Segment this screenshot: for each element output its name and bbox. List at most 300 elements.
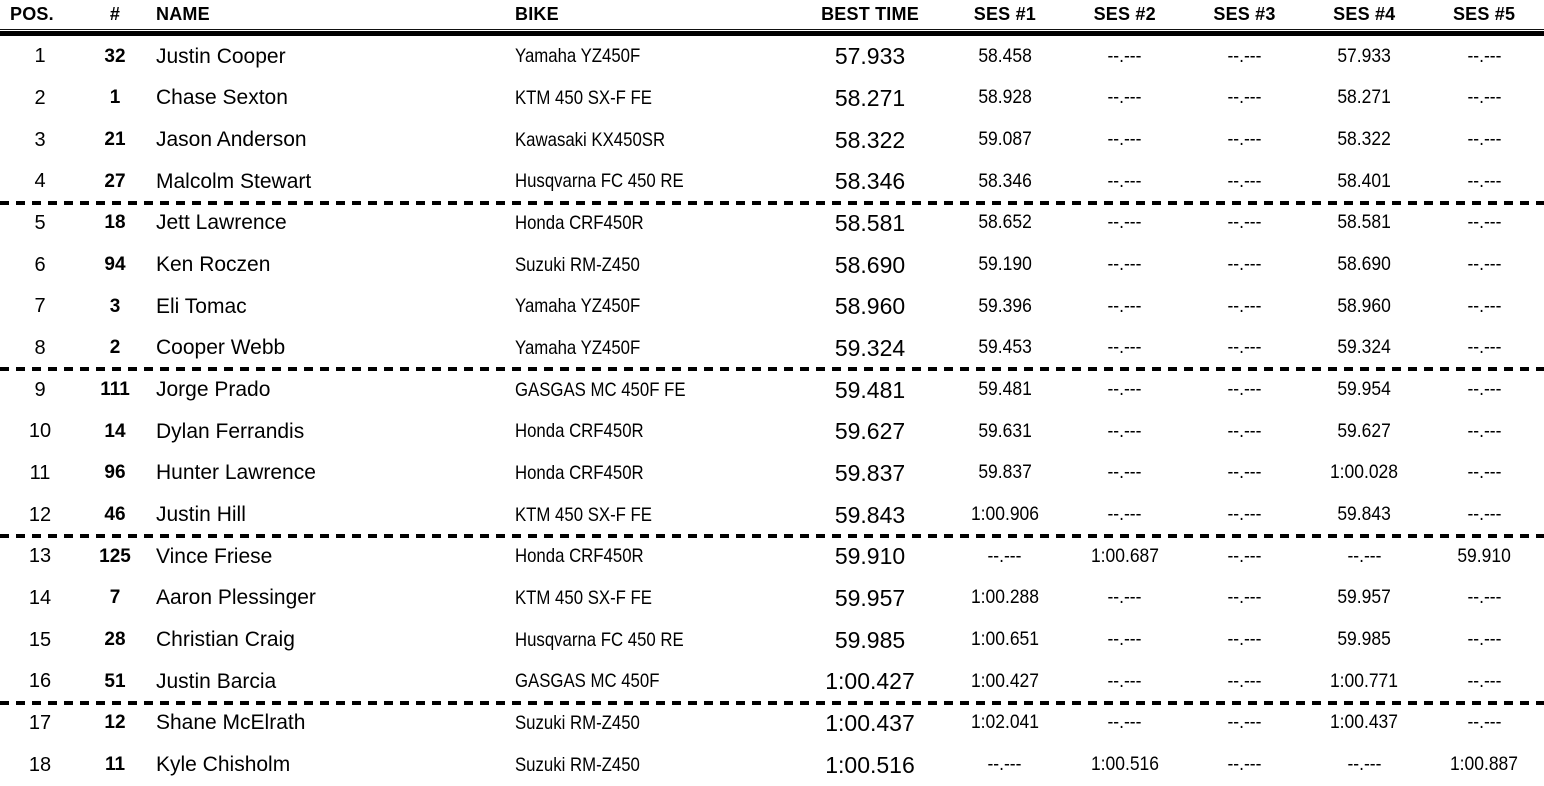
session-3-time-cell bbox=[1185, 712, 1305, 734]
session-5-time-cell bbox=[1424, 46, 1544, 68]
session-time: --.--- bbox=[1107, 712, 1142, 734]
rider-number-cell: 1 bbox=[109, 87, 121, 109]
position-cell: 15 bbox=[28, 628, 52, 651]
session-3-time-cell bbox=[1185, 171, 1305, 193]
rider-name-cell: Cooper Webb bbox=[156, 336, 286, 360]
session-5-time-cell bbox=[1424, 254, 1544, 276]
session-5-time-cell bbox=[1424, 629, 1544, 651]
session-2-time-cell bbox=[1065, 171, 1185, 193]
bike-label: Honda CRF450R bbox=[515, 545, 644, 568]
session-time: 59.957 bbox=[1337, 587, 1392, 609]
session-time: --.--- bbox=[1227, 337, 1262, 359]
session-time: 59.324 bbox=[1337, 337, 1392, 359]
session-2-time-cell bbox=[1065, 296, 1185, 318]
bike-cell bbox=[510, 754, 795, 777]
rider-number-cell: 21 bbox=[104, 129, 126, 151]
bike-label: Honda CRF450R bbox=[515, 420, 644, 443]
session-time: 1:00.437 bbox=[1330, 712, 1399, 734]
session-1-time-cell bbox=[945, 754, 1065, 776]
session-3-time-cell bbox=[1185, 87, 1305, 109]
session-1-time-cell bbox=[945, 129, 1065, 151]
session-time: --.--- bbox=[1467, 629, 1502, 651]
rider-name-cell: Justin Barcia bbox=[156, 669, 277, 693]
session-time: --.--- bbox=[1467, 337, 1502, 359]
session-time: --.--- bbox=[1107, 295, 1142, 317]
best-time-cell: 59.481 bbox=[834, 376, 906, 403]
session-2-time-cell bbox=[1065, 462, 1185, 484]
session-2-time-cell bbox=[1065, 87, 1185, 109]
session-4-time-cell bbox=[1304, 296, 1424, 318]
best-time-cell: 58.690 bbox=[834, 251, 906, 278]
table-row bbox=[0, 578, 1544, 620]
best-time-cell: 59.627 bbox=[834, 418, 906, 445]
session-3-time-cell bbox=[1185, 254, 1305, 276]
session-time: --.--- bbox=[1227, 170, 1262, 192]
session-2-time-cell bbox=[1065, 254, 1185, 276]
session-time: 59.910 bbox=[1457, 545, 1511, 567]
bike-label: Honda CRF450R bbox=[515, 461, 644, 484]
bike-cell bbox=[510, 629, 795, 652]
best-time-cell: 59.985 bbox=[834, 626, 906, 653]
session-2-time-cell bbox=[1065, 629, 1185, 651]
session-5-time-cell bbox=[1424, 421, 1544, 443]
best-time-cell: 1:00.516 bbox=[825, 751, 915, 778]
session-time: 1:00.427 bbox=[970, 670, 1039, 692]
session-time: 59.631 bbox=[978, 420, 1032, 442]
best-time-cell: 59.910 bbox=[834, 543, 906, 570]
bike-label: Honda CRF450R bbox=[515, 211, 644, 234]
session-time: --.--- bbox=[1227, 295, 1262, 317]
session-time: --.--- bbox=[1467, 587, 1502, 609]
session-5-time-cell bbox=[1424, 296, 1544, 318]
best-time-cell: 57.933 bbox=[834, 43, 906, 70]
session-time: --.--- bbox=[1467, 712, 1502, 734]
session-time: 59.837 bbox=[978, 462, 1032, 484]
position-cell: 5 bbox=[34, 211, 46, 234]
position-cell: 10 bbox=[28, 420, 52, 443]
session-time: --.--- bbox=[1227, 587, 1262, 609]
session-time: --.--- bbox=[1467, 670, 1502, 692]
session-time: 59.954 bbox=[1337, 379, 1392, 401]
session-time: 58.458 bbox=[978, 45, 1032, 67]
session-3-time-cell bbox=[1185, 379, 1305, 401]
session-time: --.--- bbox=[1227, 712, 1262, 734]
position-cell: 18 bbox=[28, 753, 52, 776]
session-1-time-cell bbox=[945, 254, 1065, 276]
session-1-time-cell bbox=[945, 546, 1065, 568]
bike-cell bbox=[510, 254, 795, 277]
session-1-time-cell bbox=[945, 379, 1065, 401]
bike-label: KTM 450 SX-F FE bbox=[515, 86, 652, 109]
position-cell: 12 bbox=[28, 503, 52, 526]
session-time: 1:00.516 bbox=[1090, 754, 1159, 776]
session-time: --.--- bbox=[1107, 420, 1142, 442]
session-time: --.--- bbox=[1227, 629, 1262, 651]
session-5-time-cell bbox=[1424, 171, 1544, 193]
session-3-time-cell bbox=[1185, 296, 1305, 318]
rider-number-cell: 51 bbox=[104, 670, 126, 692]
session-1-time-cell bbox=[945, 587, 1065, 609]
session-3-time-cell bbox=[1185, 129, 1305, 151]
session-time: --.--- bbox=[1227, 754, 1262, 776]
session-time: 1:00.771 bbox=[1330, 670, 1399, 692]
column-header-ses-2: SES #2 bbox=[1093, 3, 1156, 24]
rider-name-cell: Justin Hill bbox=[156, 503, 246, 527]
rider-number-cell: 11 bbox=[104, 754, 126, 776]
session-4-time-cell bbox=[1304, 171, 1424, 193]
session-5-time-cell bbox=[1424, 587, 1544, 609]
session-time: 58.690 bbox=[1337, 254, 1392, 276]
session-time: --.--- bbox=[1107, 587, 1142, 609]
session-4-time-cell bbox=[1304, 462, 1424, 484]
session-time: --.--- bbox=[1227, 420, 1262, 442]
session-2-time-cell bbox=[1065, 129, 1185, 151]
session-time: --.--- bbox=[1107, 670, 1142, 692]
session-time: --.--- bbox=[1107, 629, 1142, 651]
table-body bbox=[0, 36, 1544, 786]
session-time: --.--- bbox=[1227, 379, 1262, 401]
session-time: --.--- bbox=[1467, 504, 1502, 526]
bike-cell bbox=[510, 212, 795, 235]
header-rule bbox=[0, 28, 1544, 36]
session-2-time-cell bbox=[1065, 379, 1185, 401]
session-time: 59.843 bbox=[1337, 504, 1392, 526]
session-5-time-cell bbox=[1424, 87, 1544, 109]
session-time: --.--- bbox=[1227, 670, 1262, 692]
session-2-time-cell bbox=[1065, 712, 1185, 734]
session-2-time-cell bbox=[1065, 671, 1185, 693]
table-row bbox=[0, 619, 1544, 661]
position-cell: 7 bbox=[34, 295, 46, 318]
session-1-time-cell bbox=[945, 46, 1065, 68]
column-header-ses-5: SES #5 bbox=[1452, 3, 1516, 24]
session-4-time-cell bbox=[1304, 629, 1424, 651]
session-time: --.--- bbox=[1467, 170, 1502, 192]
rider-number-cell: 111 bbox=[100, 379, 130, 401]
column-header-bike: BIKE bbox=[515, 3, 559, 24]
session-5-time-cell bbox=[1424, 671, 1544, 693]
bike-label: Suzuki RM-Z450 bbox=[515, 753, 640, 776]
session-3-time-cell bbox=[1185, 212, 1305, 234]
column-header-ses-3: SES #3 bbox=[1213, 3, 1276, 24]
session-time: 1:00.687 bbox=[1090, 545, 1159, 567]
rider-name-cell: Kyle Chisholm bbox=[156, 753, 291, 777]
position-cell: 14 bbox=[28, 586, 52, 609]
rider-name-cell: Chase Sexton bbox=[156, 86, 288, 110]
session-1-time-cell bbox=[945, 504, 1065, 526]
bike-cell bbox=[510, 587, 795, 610]
session-4-time-cell bbox=[1304, 87, 1424, 109]
table-row bbox=[0, 744, 1544, 786]
rider-name-cell: Jorge Prado bbox=[156, 378, 271, 402]
session-time: 59.396 bbox=[978, 295, 1032, 317]
session-time: 59.627 bbox=[1337, 420, 1392, 442]
session-2-time-cell bbox=[1065, 46, 1185, 68]
rider-name-cell: Malcolm Stewart bbox=[156, 169, 312, 193]
bike-label: Yamaha YZ450F bbox=[515, 45, 641, 68]
session-time: 1:00.887 bbox=[1450, 754, 1519, 776]
rider-number-cell: 12 bbox=[104, 712, 126, 734]
best-time-cell: 59.324 bbox=[834, 334, 906, 361]
table-row bbox=[0, 36, 1544, 78]
bike-cell bbox=[510, 129, 795, 152]
bike-cell bbox=[510, 87, 795, 110]
rider-number-cell: 46 bbox=[104, 504, 126, 526]
session-5-time-cell bbox=[1424, 504, 1544, 526]
session-5-time-cell bbox=[1424, 129, 1544, 151]
best-time-cell: 1:00.437 bbox=[825, 709, 915, 736]
session-2-time-cell bbox=[1065, 587, 1185, 609]
bike-cell bbox=[510, 379, 795, 402]
session-4-time-cell bbox=[1304, 337, 1424, 359]
session-3-time-cell bbox=[1185, 337, 1305, 359]
session-2-time-cell bbox=[1065, 504, 1185, 526]
bike-cell bbox=[510, 462, 795, 485]
best-time-cell: 58.271 bbox=[834, 84, 906, 111]
session-4-time-cell bbox=[1304, 754, 1424, 776]
rider-name-cell: Aaron Plessinger bbox=[156, 586, 316, 610]
bike-label: GASGAS MC 450F bbox=[515, 670, 660, 693]
session-1-time-cell bbox=[945, 462, 1065, 484]
session-5-time-cell bbox=[1424, 337, 1544, 359]
rider-name-cell: Jason Anderson bbox=[156, 128, 307, 152]
bike-label: Suzuki RM-Z450 bbox=[515, 253, 640, 276]
rider-number-cell: 7 bbox=[109, 587, 121, 609]
rider-number-cell: 125 bbox=[99, 545, 131, 567]
session-time: --.--- bbox=[1467, 87, 1502, 109]
session-3-time-cell bbox=[1185, 546, 1305, 568]
session-4-time-cell bbox=[1304, 254, 1424, 276]
position-cell: 16 bbox=[28, 670, 52, 693]
bike-cell bbox=[510, 170, 795, 193]
rider-number-cell: 96 bbox=[104, 462, 126, 484]
bike-cell bbox=[510, 545, 795, 568]
session-2-time-cell bbox=[1065, 421, 1185, 443]
table-row bbox=[0, 411, 1544, 453]
best-time-cell: 58.581 bbox=[834, 209, 906, 236]
rider-number-cell: 32 bbox=[104, 45, 126, 67]
session-time: --.--- bbox=[1227, 87, 1262, 109]
session-4-time-cell bbox=[1304, 587, 1424, 609]
session-time: --.--- bbox=[1467, 254, 1502, 276]
table-row bbox=[0, 494, 1544, 536]
session-4-time-cell bbox=[1304, 504, 1424, 526]
rider-number-cell: 27 bbox=[104, 170, 126, 192]
session-time: 58.401 bbox=[1337, 170, 1392, 192]
rider-name-cell: Vince Friese bbox=[156, 544, 273, 568]
session-time: --.--- bbox=[1467, 379, 1502, 401]
session-time: --.--- bbox=[1107, 504, 1142, 526]
session-time: --.--- bbox=[1107, 379, 1142, 401]
session-2-time-cell bbox=[1065, 337, 1185, 359]
session-5-time-cell bbox=[1424, 212, 1544, 234]
session-4-time-cell bbox=[1304, 546, 1424, 568]
session-time: 59.087 bbox=[978, 129, 1032, 151]
best-time-cell: 1:00.427 bbox=[825, 668, 915, 695]
rider-number-cell: 28 bbox=[104, 629, 126, 651]
session-time: --.--- bbox=[987, 545, 1022, 567]
session-time: --.--- bbox=[1467, 295, 1502, 317]
session-1-time-cell bbox=[945, 212, 1065, 234]
session-time: 58.322 bbox=[1337, 129, 1392, 151]
rider-number-cell: 18 bbox=[104, 212, 126, 234]
column-header-ses-4: SES #4 bbox=[1333, 3, 1396, 24]
session-4-time-cell bbox=[1304, 212, 1424, 234]
session-time: --.--- bbox=[1467, 129, 1502, 151]
table-row bbox=[0, 703, 1544, 745]
session-time: --.--- bbox=[1467, 212, 1502, 234]
table-row bbox=[0, 244, 1544, 286]
session-3-time-cell bbox=[1185, 754, 1305, 776]
best-time-cell: 59.843 bbox=[834, 501, 906, 528]
best-time-cell: 58.322 bbox=[834, 126, 906, 153]
column-header-pos: POS. bbox=[10, 3, 54, 24]
best-time-cell: 58.960 bbox=[834, 293, 906, 320]
table-row bbox=[0, 661, 1544, 703]
session-3-time-cell bbox=[1185, 629, 1305, 651]
session-1-time-cell bbox=[945, 171, 1065, 193]
session-time: --.--- bbox=[1227, 504, 1262, 526]
best-time-cell: 58.346 bbox=[834, 168, 906, 195]
session-time: --.--- bbox=[1107, 129, 1142, 151]
bike-label: Kawasaki KX450SR bbox=[515, 128, 666, 151]
session-time: 58.346 bbox=[978, 170, 1032, 192]
position-cell: 8 bbox=[34, 336, 46, 359]
column-header-ses-1: SES #1 bbox=[973, 3, 1037, 24]
session-2-time-cell bbox=[1065, 546, 1185, 568]
bike-cell bbox=[510, 337, 795, 360]
session-2-time-cell bbox=[1065, 754, 1185, 776]
session-time: --.--- bbox=[1107, 45, 1142, 67]
session-5-time-cell bbox=[1424, 462, 1544, 484]
column-header-name: NAME bbox=[156, 3, 210, 24]
position-cell: 6 bbox=[34, 253, 46, 276]
session-time: --.--- bbox=[1107, 337, 1142, 359]
table-row bbox=[0, 328, 1544, 370]
table-row bbox=[0, 119, 1544, 161]
bike-label: Husqvarna FC 450 RE bbox=[515, 628, 684, 651]
session-time: 58.271 bbox=[1337, 87, 1392, 109]
session-time: 58.581 bbox=[1337, 212, 1392, 234]
table-row bbox=[0, 78, 1544, 120]
position-cell: 13 bbox=[28, 545, 52, 568]
column-header-best-time: BEST TIME bbox=[821, 3, 919, 24]
session-1-time-cell bbox=[945, 712, 1065, 734]
bike-label: GASGAS MC 450F FE bbox=[515, 378, 686, 401]
session-1-time-cell bbox=[945, 87, 1065, 109]
session-3-time-cell bbox=[1185, 462, 1305, 484]
session-time: 1:00.288 bbox=[970, 587, 1039, 609]
session-time: 57.933 bbox=[1337, 45, 1392, 67]
session-time: 1:02.041 bbox=[970, 712, 1039, 734]
session-5-time-cell bbox=[1424, 546, 1544, 568]
session-4-time-cell bbox=[1304, 671, 1424, 693]
table-header bbox=[0, 0, 1544, 28]
rider-name-cell: Justin Cooper bbox=[156, 44, 286, 68]
rider-name-cell: Jett Lawrence bbox=[156, 211, 287, 235]
bike-cell bbox=[510, 670, 795, 693]
session-4-time-cell bbox=[1304, 712, 1424, 734]
session-2-time-cell bbox=[1065, 212, 1185, 234]
session-3-time-cell bbox=[1185, 421, 1305, 443]
rider-name-cell: Christian Craig bbox=[156, 628, 295, 652]
best-time-cell: 59.957 bbox=[834, 584, 906, 611]
best-time-cell: 59.837 bbox=[834, 459, 906, 486]
session-1-time-cell bbox=[945, 337, 1065, 359]
bike-cell bbox=[510, 504, 795, 527]
table-row bbox=[0, 161, 1544, 203]
bike-cell bbox=[510, 295, 795, 318]
position-cell: 17 bbox=[28, 711, 52, 734]
session-1-time-cell bbox=[945, 296, 1065, 318]
session-time: 58.960 bbox=[1337, 295, 1392, 317]
position-cell: 2 bbox=[34, 86, 46, 109]
bike-label: KTM 450 SX-F FE bbox=[515, 586, 652, 609]
session-time: 1:00.651 bbox=[970, 629, 1039, 651]
session-time: 59.453 bbox=[978, 337, 1032, 359]
bike-label: Yamaha YZ450F bbox=[515, 336, 641, 359]
table-row bbox=[0, 203, 1544, 245]
session-4-time-cell bbox=[1304, 421, 1424, 443]
session-3-time-cell bbox=[1185, 587, 1305, 609]
session-3-time-cell bbox=[1185, 671, 1305, 693]
session-4-time-cell bbox=[1304, 379, 1424, 401]
bike-cell bbox=[510, 420, 795, 443]
bike-cell bbox=[510, 712, 795, 735]
session-time: --.--- bbox=[1347, 754, 1382, 776]
rider-name-cell: Hunter Lawrence bbox=[156, 461, 316, 485]
rider-name-cell: Dylan Ferrandis bbox=[156, 419, 305, 443]
position-cell: 3 bbox=[34, 128, 46, 151]
session-3-time-cell bbox=[1185, 504, 1305, 526]
table-row bbox=[0, 536, 1544, 578]
rider-number-cell: 94 bbox=[104, 254, 126, 276]
session-time: 58.652 bbox=[978, 212, 1032, 234]
session-4-time-cell bbox=[1304, 46, 1424, 68]
session-time: 1:00.028 bbox=[1330, 462, 1399, 484]
session-3-time-cell bbox=[1185, 46, 1305, 68]
session-1-time-cell bbox=[945, 421, 1065, 443]
session-time: --.--- bbox=[1107, 212, 1142, 234]
session-time: 59.481 bbox=[978, 379, 1032, 401]
session-time: --.--- bbox=[1107, 87, 1142, 109]
session-time: --.--- bbox=[987, 754, 1022, 776]
session-time: 59.985 bbox=[1337, 629, 1392, 651]
session-time: --.--- bbox=[1467, 420, 1502, 442]
session-5-time-cell bbox=[1424, 754, 1544, 776]
table-row bbox=[0, 286, 1544, 328]
table-row bbox=[0, 453, 1544, 495]
position-cell: 11 bbox=[29, 461, 51, 484]
rider-number-cell: 2 bbox=[109, 337, 121, 359]
session-time: --.--- bbox=[1227, 212, 1262, 234]
session-5-time-cell bbox=[1424, 712, 1544, 734]
session-time: 58.928 bbox=[978, 87, 1032, 109]
bike-label: KTM 450 SX-F FE bbox=[515, 503, 652, 526]
session-5-time-cell bbox=[1424, 379, 1544, 401]
session-time: --.--- bbox=[1107, 462, 1142, 484]
session-time: --.--- bbox=[1467, 462, 1502, 484]
session-time: 59.190 bbox=[978, 254, 1032, 276]
bike-cell bbox=[510, 45, 795, 68]
session-time: --.--- bbox=[1227, 45, 1262, 67]
session-1-time-cell bbox=[945, 629, 1065, 651]
rider-name-cell: Ken Roczen bbox=[156, 253, 271, 277]
session-4-time-cell bbox=[1304, 129, 1424, 151]
column-header-number: # bbox=[109, 3, 121, 24]
session-1-time-cell bbox=[945, 671, 1065, 693]
bike-label: Yamaha YZ450F bbox=[515, 295, 641, 318]
